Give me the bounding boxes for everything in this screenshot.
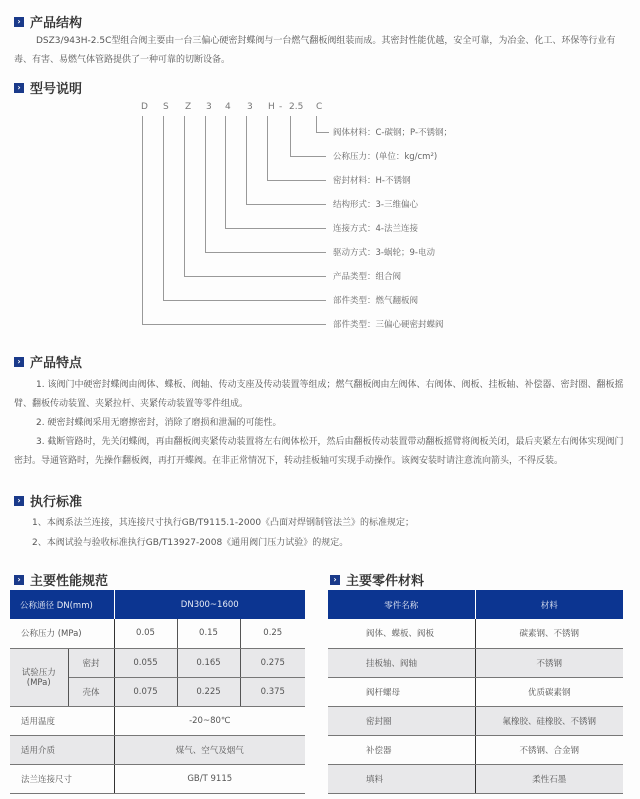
label-structure: 结构形式：3-三维偏心 (333, 200, 418, 210)
table-row: 补偿器 不锈钢、合金钢 (328, 735, 623, 764)
table-row: 壳体 0.075 0.225 0.375 (10, 677, 305, 706)
label-body-material: 阀体材料：C-碳钢；P-不锈钢； (333, 128, 453, 138)
feature-item-2: 2. 硬密封蝶阀采用无磨擦密封，消除了磨损和泄漏的可能性。 (36, 418, 282, 428)
feature-item-1: 1. 该阀门中硬密封蝶阀由阀体、蝶板、阀轴、传动支座及传动装置等组成；燃气翻板阀由左阀体、右阀体、阀板、挂板轴、补偿器、密封圈、翻板摇臂、翻板传动装置、夹紧拉杆、夹紧传动装置等零件组成。 (14, 380, 624, 409)
label-drive: 驱动方式：3-蜗轮；9-电动 (333, 248, 435, 258)
table-row: 适用介质 煤气、空气及烟气 (10, 735, 305, 764)
section-arrow-icon: › (14, 357, 24, 367)
table-row: 填料 柔性石墨 (328, 764, 623, 793)
table-row: 挂板轴、阀轴 不锈钢 (328, 648, 623, 677)
label-product-type: 产品类型：组合阀 (333, 272, 402, 282)
label-seal-material: 密封材料：H-不锈钢 (333, 176, 411, 186)
section-title-model: › 型号说明 (14, 78, 82, 97)
section-title-performance: › 主要性能规范 (14, 570, 108, 589)
section-title-materials: › 主要零件材料 (330, 570, 424, 589)
table-row: 密封圈 氟橡胶、硅橡胶、不锈钢 (328, 706, 623, 735)
section-arrow-icon: › (14, 17, 24, 27)
table-row: 法兰连接尺寸 GB/T 9115 (10, 764, 305, 793)
table-row: 试验压力 (MPa) 密封 0.055 0.165 0.275 (10, 648, 305, 677)
section-arrow-icon: › (330, 575, 340, 585)
label-part-type-1: 部件类型：燃气翻板阀 (333, 296, 419, 306)
label-pressure: 公称压力：(单位：kg/cm²) (333, 152, 438, 162)
label-connection: 连接方式：4-法兰连接 (333, 224, 418, 234)
table-row: 适用温度 -20~80℃ (10, 706, 305, 735)
standard-item-1: 1、本阀系法兰连接，其连接尺寸执行GB/T9115.1-2000《凸面对焊钢制管法兰》的标准规定； (32, 518, 415, 528)
section-arrow-icon: › (14, 496, 24, 506)
materials-table (328, 590, 623, 794)
table-header-row: 零件名称 材料 (328, 590, 623, 619)
section-title-standards: › 执行标准 (14, 491, 82, 510)
section-title-features: › 产品特点 (14, 352, 82, 371)
table-header-row: 公称通径 DN(mm) DN300~1600 (10, 590, 305, 619)
standard-item-2: 2、本阀试验与验收标准执行GB/T13927-2008《通用阀门压力试验》的规定。 (32, 538, 349, 548)
section-title-structure: › 产品结构 (14, 12, 82, 31)
table-row: 阀杆螺母 优质碳素钢 (328, 677, 623, 706)
section-arrow-icon: › (14, 83, 24, 93)
feature-item-3: 3. 截断管路时，先关闭蝶阀，再由翻板阀夹紧传动装置将左右阀体松开，然后由翻板传动装置带动翻板摇臂将阀板关闭，最后夹紧左右阀体实现阀门密封。导通管路时，先操作翻板阀，再打开蝶阀。在非正常情况下，转动挂板轴可实现手动操作。该阀安装时请注意流向箭头，不得反装。 (14, 437, 624, 466)
section-arrow-icon: › (14, 575, 24, 585)
performance-table (10, 590, 305, 794)
structure-text: DSZ3/943H-2.5C型组合阀主要由一台三偏心硬密封蝶阀与一台燃气翻板阀组装而成。其密封性能优越，安全可靠，为冶金、化工、环保等行业有毒、有害、易燃气体管路提供了一种可靠的切断设备。 (14, 36, 616, 65)
label-part-type-2: 部件类型：三偏心硬密封蝶阀 (333, 320, 444, 330)
table-row: 阀体、蝶板、阀板 碳素钢、不锈钢 (328, 619, 623, 648)
table-row: 公称压力 (MPa) 0.05 0.15 0.25 (10, 619, 305, 648)
